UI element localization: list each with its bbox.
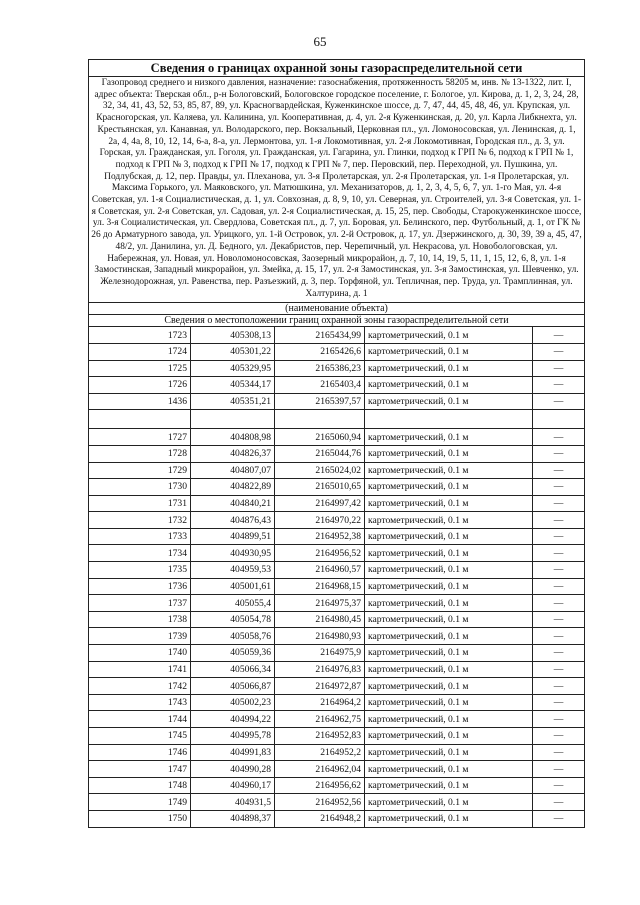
y-coordinate-cell: 2164975,9 xyxy=(275,645,365,662)
dash-cell: — xyxy=(533,562,585,579)
table-body xyxy=(89,60,585,828)
point-number-cell: 1732 xyxy=(89,512,191,529)
point-number-cell: 1746 xyxy=(89,744,191,761)
dash-cell: — xyxy=(533,728,585,745)
point-number-cell: 1724 xyxy=(89,343,191,360)
method-cell: картометрический, 0.1 м xyxy=(365,777,533,794)
point-number-cell: 1741 xyxy=(89,661,191,678)
y-coordinate-cell: 2164952,38 xyxy=(275,528,365,545)
x-coordinate-cell: 405329,95 xyxy=(191,360,275,377)
x-coordinate-cell: 405351,21 xyxy=(191,393,275,410)
method-cell: картометрический, 0.1 м xyxy=(365,611,533,628)
method-cell: картометрический, 0.1 м xyxy=(365,377,533,394)
method-cell: картометрический, 0.1 м xyxy=(365,628,533,645)
y-coordinate-cell: 2164952,2 xyxy=(275,744,365,761)
method-cell: картометрический, 0.1 м xyxy=(365,645,533,662)
table-row xyxy=(89,528,585,545)
point-number-cell: 1727 xyxy=(89,429,191,446)
empty-cell xyxy=(89,410,191,429)
x-coordinate-cell: 405059,36 xyxy=(191,645,275,662)
method-cell: картометрический, 0.1 м xyxy=(365,728,533,745)
table-row xyxy=(89,645,585,662)
method-cell: картометрический, 0.1 м xyxy=(365,578,533,595)
empty-cell xyxy=(533,410,585,429)
table-row xyxy=(89,578,585,595)
point-number-cell: 1739 xyxy=(89,628,191,645)
dash-cell: — xyxy=(533,429,585,446)
dash-cell: — xyxy=(533,810,585,827)
y-coordinate-cell: 2165434,99 xyxy=(275,327,365,344)
x-coordinate-cell: 404876,43 xyxy=(191,512,275,529)
point-number-cell: 1733 xyxy=(89,528,191,545)
y-coordinate-cell: 2164952,56 xyxy=(275,794,365,811)
method-cell: картометрический, 0.1 м xyxy=(365,429,533,446)
x-coordinate-cell: 404822,89 xyxy=(191,479,275,496)
dash-cell: — xyxy=(533,744,585,761)
method-cell: картометрический, 0.1 м xyxy=(365,512,533,529)
method-cell: картометрический, 0.1 м xyxy=(365,462,533,479)
table-row xyxy=(89,595,585,612)
x-coordinate-cell: 405054,78 xyxy=(191,611,275,628)
point-number-cell: 1743 xyxy=(89,694,191,711)
point-number-cell: 1728 xyxy=(89,445,191,462)
dash-cell: — xyxy=(533,645,585,662)
empty-cell xyxy=(275,410,365,429)
y-coordinate-cell: 2164997,42 xyxy=(275,495,365,512)
y-coordinate-cell: 2164962,04 xyxy=(275,761,365,778)
table-row xyxy=(89,393,585,410)
x-coordinate-cell: 404899,51 xyxy=(191,528,275,545)
table-row xyxy=(89,628,585,645)
method-cell: картометрический, 0.1 м xyxy=(365,360,533,377)
dash-cell: — xyxy=(533,512,585,529)
method-cell: картометрический, 0.1 м xyxy=(365,545,533,562)
table-row xyxy=(89,495,585,512)
x-coordinate-cell: 405066,87 xyxy=(191,678,275,695)
table-row xyxy=(89,327,585,344)
x-coordinate-cell: 405308,13 xyxy=(191,327,275,344)
point-number-cell: 1726 xyxy=(89,377,191,394)
dash-cell: — xyxy=(533,611,585,628)
dash-cell: — xyxy=(533,445,585,462)
table-row xyxy=(89,545,585,562)
x-coordinate-cell: 404990,28 xyxy=(191,761,275,778)
table-row xyxy=(89,462,585,479)
dash-cell: — xyxy=(533,545,585,562)
table-row xyxy=(89,479,585,496)
x-coordinate-cell: 405301,22 xyxy=(191,343,275,360)
y-coordinate-cell: 2164980,93 xyxy=(275,628,365,645)
x-coordinate-cell: 405055,4 xyxy=(191,595,275,612)
point-number-cell: 1735 xyxy=(89,562,191,579)
y-coordinate-cell: 2165386,23 xyxy=(275,360,365,377)
y-coordinate-cell: 2165024,02 xyxy=(275,462,365,479)
dash-cell: — xyxy=(533,595,585,612)
point-number-cell: 1436 xyxy=(89,393,191,410)
y-coordinate-cell: 2165010,65 xyxy=(275,479,365,496)
method-cell: картометрический, 0.1 м xyxy=(365,711,533,728)
table-row xyxy=(89,794,585,811)
table-row xyxy=(89,377,585,394)
boundary-table xyxy=(88,59,585,828)
dash-cell: — xyxy=(533,761,585,778)
method-cell: картометрический, 0.1 м xyxy=(365,479,533,496)
x-coordinate-cell: 404994,22 xyxy=(191,711,275,728)
table-row xyxy=(89,429,585,446)
method-cell: картометрический, 0.1 м xyxy=(365,595,533,612)
method-cell: картометрический, 0.1 м xyxy=(365,661,533,678)
empty-row xyxy=(89,410,585,429)
dash-cell: — xyxy=(533,777,585,794)
table-row xyxy=(89,777,585,794)
dash-cell: — xyxy=(533,678,585,695)
y-coordinate-cell: 2164980,45 xyxy=(275,611,365,628)
object-label: (наименование объекта) xyxy=(89,303,585,315)
x-coordinate-cell: 404995,78 xyxy=(191,728,275,745)
dash-cell: — xyxy=(533,694,585,711)
dash-cell: — xyxy=(533,528,585,545)
point-number-cell: 1742 xyxy=(89,678,191,695)
x-coordinate-cell: 404807,07 xyxy=(191,462,275,479)
method-cell: картометрический, 0.1 м xyxy=(365,562,533,579)
y-coordinate-cell: 2164956,62 xyxy=(275,777,365,794)
dash-cell: — xyxy=(533,578,585,595)
point-number-cell: 1738 xyxy=(89,611,191,628)
dash-cell: — xyxy=(533,711,585,728)
table-row xyxy=(89,360,585,377)
empty-cell xyxy=(365,410,533,429)
table-row xyxy=(89,661,585,678)
point-number-cell: 1731 xyxy=(89,495,191,512)
x-coordinate-cell: 404808,98 xyxy=(191,429,275,446)
y-coordinate-cell: 2164970,22 xyxy=(275,512,365,529)
x-coordinate-cell: 404930,95 xyxy=(191,545,275,562)
x-coordinate-cell: 405001,61 xyxy=(191,578,275,595)
x-coordinate-cell: 404826,37 xyxy=(191,445,275,462)
y-coordinate-cell: 2165403,4 xyxy=(275,377,365,394)
y-coordinate-cell: 2164952,83 xyxy=(275,728,365,745)
table-row xyxy=(89,562,585,579)
table-row xyxy=(89,694,585,711)
x-coordinate-cell: 405058,76 xyxy=(191,628,275,645)
dash-cell: — xyxy=(533,393,585,410)
point-number-cell: 1725 xyxy=(89,360,191,377)
table-row xyxy=(89,512,585,529)
object-description: Газопровод среднего и низкого давления, назначение: газоснабжения, протяженность 58205 м, инв. № 13-1322, лит. I, адрес объекта: Тверская обл., р-н Бологовский, Бологовское городское поселение, г. Бологое, ул. Кирова, д. 1, 2, 3, 24, 28, 32, 34, 41, 43, 52, 53, 85, 87, 89, ул. Красногвардейская, Куженкинское шоссе, д. 7, 47, 44, 45, 48, 46, ул. Крупская, ул. Красногорская, ул. Каляева, ул. Калинина, ул. Кооперативная, д. 4, ул. 2-я Куженкинская, д. 20, ул. Карла Либкнехта, ул. Крестьянская, ул. Канавная, ул. Володарского, пер. Вокзальный, Церковная пл., ул. Ломоносовская, ул. Ленинская, д. 1, 2а, 4, 4а, 8, 10, 12, 14, 6-а, 8-а, ул. Лермонтова, ул. 1-я Локомотивная, ул. 2-я Локомотивная, Городская пл., д. 3, ул. Горская, ул. Гражданская, ул. Гоголя, ул. Гражданская, ул. Гагарина, ул. Глинки, подход к ГРП № 6, подход к ГРП № 1, подход к ГРП № 3, подход к ГРП № 17, подход к ГРП № 7, пер. Перовский, пер. Переходной, ул. Пушкина, ул. Подлубская, д. 12, пер. Правды, ул. Плеханова, ул. 3-я Пролетарская, ул. 2-я Пролетарская, ул. 1-я Пролетарская, ул. Максима Горького, ул. Маяковского, ул. Матюшкина, ул. Механизаторов, д. 1, 2, 3, 4, 5, 6, 7, ул. 1-го Мая, ул. 4-я Советская, ул. 1-я Социалистическая, д. 1, ул. Совхозная, д. 8, 9, 10, ул. Северная, ул. Строителей, ул. 3-я Советская, ул. 1-я Советская, ул. 2-я Советская, ул. Садовая, ул. 2-я Социалистическая, д. 15, 25, пер. Свободы, Старокуженкинское шоссе, ул. 3-я Социалистическая, ул. Свердлова, Советская пл., д. 7, ул. Боровая, ул. Белинского, пер. Футбольный, д. 1, от ГК № 26 до Арматурного завода, ул. Урицкого, ул. 1-й Островок, ул. 2-й Островок, д. 17, ул. Дзержинского, д. 30, 39, 39 а, 45, 47, 48/2, ул. Данилина, ул. Д. Бедного, ул. Декабристов, пер. Черепичный, ул. Некрасова, ул. Новобологовская, ул. Набережная, ул. Новая, ул. Новоломоносовская, Заозерный микрорайон, д. 7, 10, 14, 19, 5, 11, 1, 15, 12, 6, 8, ул. 1-я Замостинская, Западный микрорайон, ул. Змейка, д. 15, 17, ул. 2-я Замостинская, ул. 3-я Замостинская, ул. Шевченко, ул. Железнодорожная, ул. Равенства, пер. Разъезжий, д. 3, пер. Торфяной, ул. Тепличная, пер. Труда, ул. Трамплинная, ул. Халтурина, д. 1 xyxy=(89,77,585,303)
object-label-row xyxy=(89,303,585,315)
method-cell: картометрический, 0.1 м xyxy=(365,694,533,711)
dash-cell: — xyxy=(533,343,585,360)
method-cell: картометрический, 0.1 м xyxy=(365,761,533,778)
x-coordinate-cell: 405066,34 xyxy=(191,661,275,678)
location-heading-row xyxy=(89,315,585,327)
y-coordinate-cell: 2165426,6 xyxy=(275,343,365,360)
point-number-cell: 1749 xyxy=(89,794,191,811)
x-coordinate-cell: 405002,23 xyxy=(191,694,275,711)
method-cell: картометрический, 0.1 м xyxy=(365,495,533,512)
x-coordinate-cell: 404960,17 xyxy=(191,777,275,794)
point-number-cell: 1750 xyxy=(89,810,191,827)
point-number-cell: 1748 xyxy=(89,777,191,794)
dash-cell: — xyxy=(533,462,585,479)
dash-cell: — xyxy=(533,479,585,496)
y-coordinate-cell: 2164975,37 xyxy=(275,595,365,612)
point-number-cell: 1729 xyxy=(89,462,191,479)
y-coordinate-cell: 2164960,57 xyxy=(275,562,365,579)
y-coordinate-cell: 2165060,94 xyxy=(275,429,365,446)
dash-cell: — xyxy=(533,794,585,811)
dash-cell: — xyxy=(533,495,585,512)
point-number-cell: 1745 xyxy=(89,728,191,745)
y-coordinate-cell: 2164962,75 xyxy=(275,711,365,728)
page-number: 65 xyxy=(313,34,327,49)
y-coordinate-cell: 2164968,15 xyxy=(275,578,365,595)
point-number-cell: 1740 xyxy=(89,645,191,662)
table-row xyxy=(89,728,585,745)
method-cell: картометрический, 0.1 м xyxy=(365,794,533,811)
y-coordinate-cell: 2165397,57 xyxy=(275,393,365,410)
table-row xyxy=(89,611,585,628)
dash-cell: — xyxy=(533,661,585,678)
x-coordinate-cell: 404840,21 xyxy=(191,495,275,512)
section-title: Сведения о границах охранной зоны газораспределительной сети xyxy=(89,60,585,77)
x-coordinate-cell: 404991,83 xyxy=(191,744,275,761)
table-row xyxy=(89,810,585,827)
table-row xyxy=(89,744,585,761)
x-coordinate-cell: 405344,17 xyxy=(191,377,275,394)
y-coordinate-cell: 2164948,2 xyxy=(275,810,365,827)
table-row xyxy=(89,343,585,360)
method-cell: картометрический, 0.1 м xyxy=(365,528,533,545)
point-number-cell: 1730 xyxy=(89,479,191,496)
method-cell: картометрический, 0.1 м xyxy=(365,445,533,462)
y-coordinate-cell: 2164956,52 xyxy=(275,545,365,562)
point-number-cell: 1736 xyxy=(89,578,191,595)
method-cell: картометрический, 0.1 м xyxy=(365,678,533,695)
point-number-cell: 1747 xyxy=(89,761,191,778)
table-row xyxy=(89,761,585,778)
y-coordinate-cell: 2164976,83 xyxy=(275,661,365,678)
table-row xyxy=(89,445,585,462)
method-cell: картометрический, 0.1 м xyxy=(365,744,533,761)
y-coordinate-cell: 2164964,2 xyxy=(275,694,365,711)
x-coordinate-cell: 404898,37 xyxy=(191,810,275,827)
method-cell: картометрический, 0.1 м xyxy=(365,343,533,360)
method-cell: картометрический, 0.1 м xyxy=(365,393,533,410)
dash-cell: — xyxy=(533,628,585,645)
empty-cell xyxy=(191,410,275,429)
y-coordinate-cell: 2165044,76 xyxy=(275,445,365,462)
x-coordinate-cell: 404959,53 xyxy=(191,562,275,579)
object-row xyxy=(89,77,585,303)
dash-cell: — xyxy=(533,377,585,394)
table-row xyxy=(89,711,585,728)
title-row xyxy=(89,60,585,77)
method-cell: картометрический, 0.1 м xyxy=(365,810,533,827)
location-heading: Сведения о местоположении границ охранной зоны газораспределительной сети xyxy=(89,315,585,327)
dash-cell: — xyxy=(533,360,585,377)
y-coordinate-cell: 2164972,87 xyxy=(275,678,365,695)
point-number-cell: 1744 xyxy=(89,711,191,728)
table-row xyxy=(89,678,585,695)
x-coordinate-cell: 404931,5 xyxy=(191,794,275,811)
point-number-cell: 1734 xyxy=(89,545,191,562)
method-cell: картометрический, 0.1 м xyxy=(365,327,533,344)
point-number-cell: 1737 xyxy=(89,595,191,612)
point-number-cell: 1723 xyxy=(89,327,191,344)
dash-cell: — xyxy=(533,327,585,344)
